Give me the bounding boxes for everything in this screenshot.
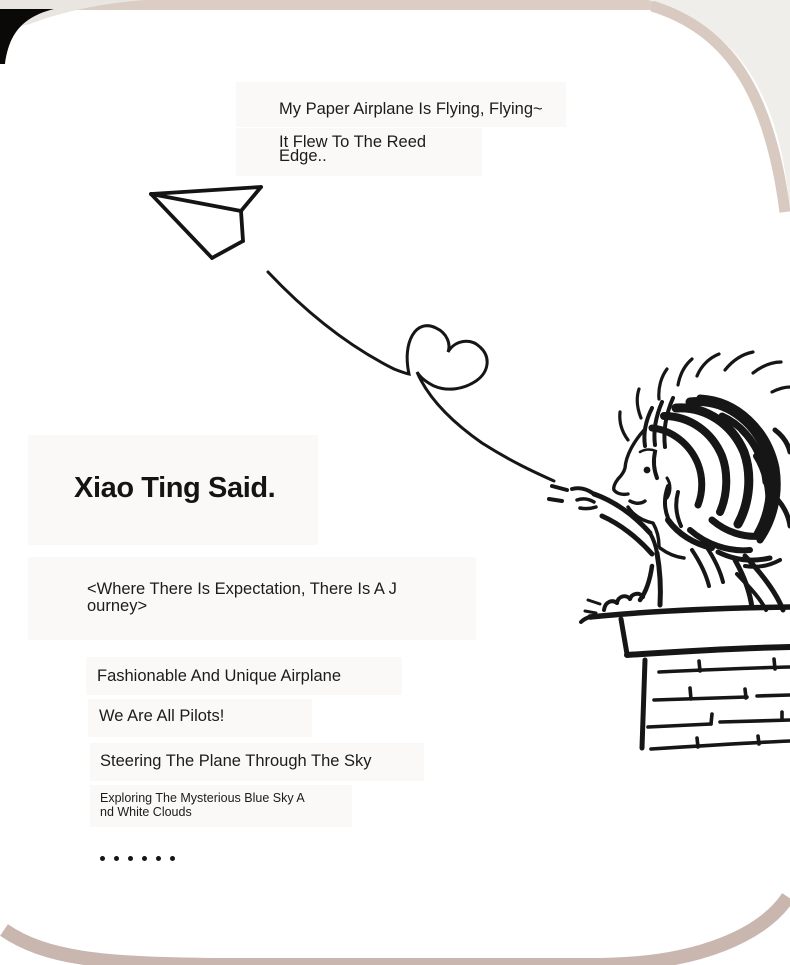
ellipsis-dot bbox=[100, 856, 105, 861]
paper-airplane-icon bbox=[151, 187, 261, 258]
chimney-wall bbox=[581, 607, 790, 749]
bottom-band-decoration bbox=[4, 897, 788, 965]
ellipsis-dot bbox=[156, 856, 161, 861]
slogan-1: Fashionable And Unique Airplane bbox=[97, 667, 342, 685]
brick-lines bbox=[648, 659, 790, 749]
ellipsis-dot bbox=[170, 856, 175, 861]
hair-mass bbox=[652, 398, 790, 567]
ellipsis-dot bbox=[142, 856, 147, 861]
quote-line-3: Edge.. bbox=[279, 147, 327, 165]
subtitle-line-1: <Where There Is Expectation, There Is A J bbox=[87, 580, 397, 598]
resting-hand bbox=[585, 594, 643, 613]
eye-dot bbox=[644, 467, 651, 474]
slogan-2: We Are All Pilots! bbox=[99, 707, 225, 725]
small-note-line-2: nd White Clouds bbox=[100, 805, 192, 819]
quote-line-1: My Paper Airplane Is Flying, Flying~ bbox=[279, 100, 543, 118]
quote-line-2: It Flew To The Reed bbox=[279, 133, 427, 151]
ellipsis-dot bbox=[114, 856, 119, 861]
small-note-line-1: Exploring The Mysterious Blue Sky A bbox=[100, 791, 305, 805]
page-title: Xiao Ting Said. bbox=[74, 472, 276, 504]
subtitle-line-2: ourney> bbox=[87, 597, 148, 615]
quote-line-2-3 bbox=[279, 135, 426, 163]
top-right-outer-corner bbox=[648, 0, 790, 214]
ellipsis-dots bbox=[100, 856, 175, 861]
hair-bangs bbox=[644, 398, 673, 478]
ellipsis-dot bbox=[128, 856, 133, 861]
reaching-arm bbox=[549, 486, 652, 554]
child-chimney-illustration bbox=[549, 352, 790, 749]
subtitle bbox=[87, 581, 397, 615]
small-note bbox=[100, 791, 305, 819]
mouth-line bbox=[630, 501, 645, 503]
slogan-3: Steering The Plane Through The Sky bbox=[100, 752, 372, 770]
